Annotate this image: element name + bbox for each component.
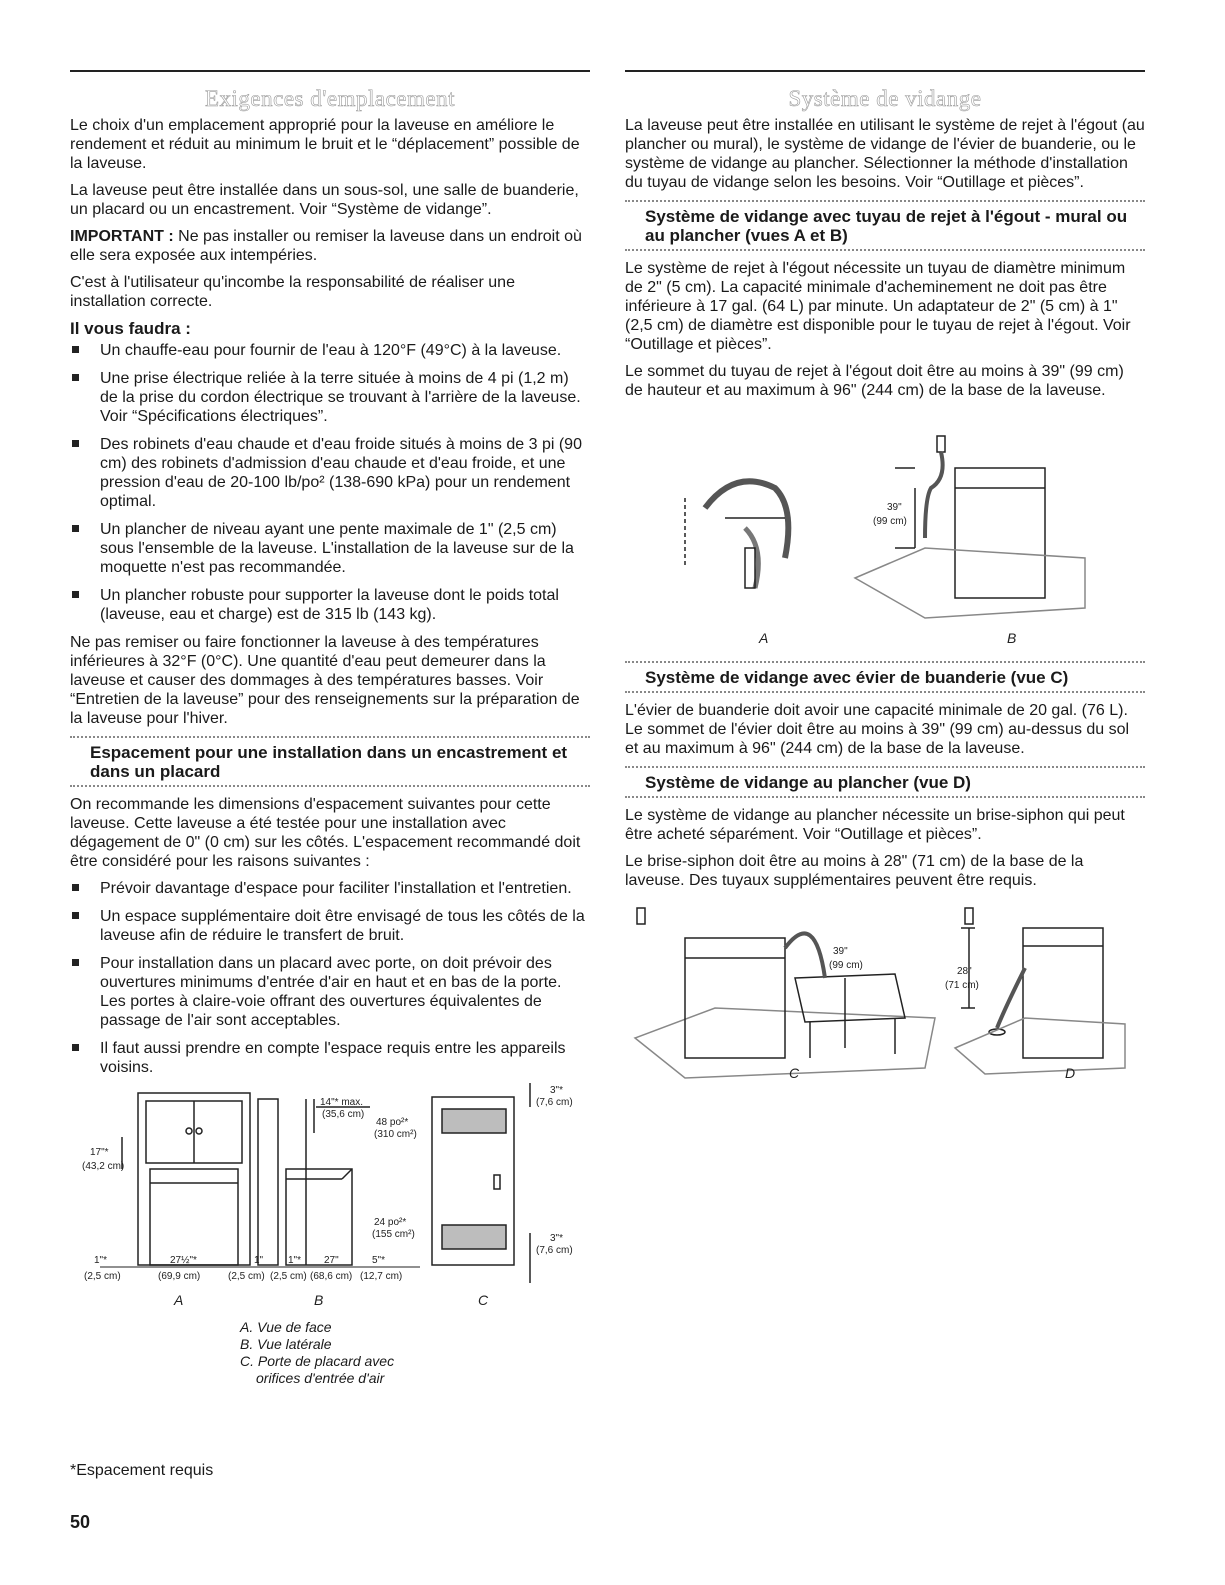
sink-floor-diagram [625,898,1145,1083]
caption: A. Vue de face [240,1319,332,1335]
dim-label: 17"* [90,1147,109,1158]
dim-label: 1"* [288,1255,302,1266]
dim-label: 1"* [94,1255,108,1266]
dim-label: 27½"* [170,1255,197,1266]
dim-label: (12,7 cm) [360,1271,403,1282]
dim-label: 5"* [372,1255,386,1266]
list-item: Pour installation dans un placard avec porte, on doit prévoir des ouvertures minimums d'entrée d'air en haut et en bas de la porte. Les portes à claire-voie offrant des ouvertures équivalentes de passage de l'air sont acceptables. [70,954,590,1030]
dim-label: (43,2 cm) [82,1161,125,1172]
figure-label-c: C [478,1292,489,1308]
top-rule [625,70,1145,72]
list-item: Il faut aussi prendre en compte l'espace requis entre les appareils voisins. [70,1039,590,1077]
dim-label: (2,5 cm) [270,1271,307,1282]
left-column [70,70,590,1387]
caption: orifices d'entrée d'air [256,1370,385,1386]
paragraph: Le système de rejet à l'égout nécessite un tuyau de diamètre minimum de 2" (5 cm). La capacité minimale d'acheminement ne doit pas être inférieure à 17 gal. (64 L) par minute. Un adaptateur de 2" (5 cm) à 1" (2,5 cm) de diamètre est disponible pour le tuyau de rejet à l'égout. Voir “Outillage et pièces”. [625,260,1131,353]
dim-label: (99 cm) [873,516,907,527]
floor-drain-drawing [955,908,1125,1074]
caption: C. Porte de placard avec [240,1353,395,1369]
needs-heading: Il vous faudra : [70,319,191,338]
dim-label: 24 po²* [374,1217,407,1228]
spacing-figure [70,1083,590,1387]
important-text: Ne pas installer ou remiser la laveuse dans un endroit où elle sera exposée aux intempéries. [70,228,582,264]
figure-captions [240,1319,590,1387]
needs-list [70,341,590,624]
dim-label: 39" [887,502,902,513]
paragraph: C'est à l'utilisateur qu'incombe la responsabilité de réaliser une installation correcte. [70,274,515,310]
dim-label: (68,6 cm) [310,1271,353,1282]
figure-label-a: A [174,1292,184,1308]
figure-label-b: B [314,1292,324,1308]
dim-label: (7,6 cm) [536,1245,573,1256]
paragraph: La laveuse peut être installée dans un sous-sol, une salle de buanderie, un placard ou un encastrement. Voir “Système de vidange”. [70,182,579,218]
dim-label: (71 cm) [945,980,979,991]
side-view-drawing [258,1099,370,1265]
dim-label: 3"* [550,1085,564,1096]
page-number: 50 [70,1512,91,1532]
right-column [625,70,1145,1083]
dim-label: 48 po²* [376,1117,409,1128]
figure-label-d: D [1065,1065,1076,1081]
dim-label: (99 cm) [829,960,863,971]
standpipe-figure [625,408,1145,653]
spacing-diagram [70,1083,590,1313]
list-item: Un plancher de niveau ayant une pente maximale de 1" (2,5 cm) sous l'ensemble de la laveuse. L'installation de la laveuse sur de la moquette n'est pas recommandée. [70,520,590,577]
list-item: Des robinets d'eau chaude et d'eau froide situés à moins de 3 pi (90 cm) des robinets d'admission d'eau chaude et d'eau froide, et une pression d'eau de 20-100 lb/po² (138-690 kPa) pour un rendement optimal. [70,435,590,511]
section-title-drain: Système de vidange [788,86,982,111]
dim-label: 14"* max. [320,1097,364,1108]
sink-floor-figure [625,898,1145,1083]
drain-intro: La laveuse peut être installée en utilisant le système de rejet à l'égout (au plancher ou mural), le système de vidange de l'évier de buanderie, ou le système de vidange au plancher. Sélectionner la méthode d'installation du tuyau de vidange selon les besoins. Voir “Outillage et pièces”. [625,117,1145,191]
important-note [70,227,590,265]
dim-label: 3"* [550,1233,564,1244]
list-item: Un espace supplémentaire doit être envisagé de tous les côtés de la laveuse afin de réduire le transfert de bruit. [70,907,590,945]
section-title-location: Exigences d'emplacement [204,86,455,111]
list-item: Un chauffe-eau pour fournir de l'eau à 120°F (49°C) à la laveuse. [70,341,590,360]
standpipe-diagram [625,408,1145,653]
dim-label: (35,6 cm) [322,1109,365,1120]
floor-drain-heading: Système de vidange au plancher (vue D) [625,766,1145,798]
dim-label: 27" [324,1255,339,1266]
dim-label: 1" [254,1255,264,1266]
dim-label: (2,5 cm) [228,1271,265,1282]
paragraph: L'évier de buanderie doit avoir une capacité minimale de 20 gal. (76 L). Le sommet de l'évier doit être au moins à 39" (99 cm) au-dessus du sol et au maximum à 96" (244 cm) de la base de la laveuse. [625,702,1130,757]
dim-label: 28" [957,966,972,977]
figure-label-a: A [759,630,769,646]
closet-door-drawing [432,1083,530,1283]
paragraph: Le sommet du tuyau de rejet à l'égout doit être au moins à 39" (99 cm) de hauteur et au maximum à 96" (244 cm) de la base de la laveuse. [625,363,1124,399]
wall-standpipe-drawing [685,481,788,588]
floor-standpipe-drawing [855,436,1085,618]
front-view-drawing [122,1093,250,1265]
dim-label: (155 cm²) [372,1229,415,1240]
footnote: *Espacement requis [70,1462,214,1479]
figure-label-b: B [1007,630,1017,646]
laundry-sink-drawing [635,908,935,1078]
list-item: Prévoir davantage d'espace pour faciliter l'installation et l'entretien. [70,879,590,898]
important-label: IMPORTANT : [70,228,174,245]
paragraph: Le choix d'un emplacement approprié pour la laveuse en améliore le rendement et réduit au minimum le bruit et le “déplacement” possible de la laveuse. [70,117,580,172]
dim-label: (310 cm²) [374,1129,417,1140]
spacing-intro: On recommande les dimensions d'espacement suivantes pour cette laveuse. Cette laveuse a été testée pour une installation avec dégagement de 0" (0 cm) sur les côtés. L'espacement recommandé doit être considéré pour les raisons suivantes : [70,796,581,870]
winter-paragraph: Ne pas remiser ou faire fonctionner la laveuse à des températures inférieures à 32°F (0°C). Une quantité d'eau peut demeurer dans la laveuse et causer des dommages à des températures basses. Voir “Entretien de la laveuse” pour des renseignements sur la préparation de la laveuse pour l'hiver. [70,634,580,727]
figure-label-c: C [789,1065,800,1081]
paragraph: Le système de vidange au plancher nécessite un brise-siphon qui peut être acheté séparément. Voir “Outillage et pièces”. [625,807,1125,843]
top-rule [70,70,590,72]
spacing-list [70,879,590,1077]
dim-label: (69,9 cm) [158,1271,201,1282]
paragraph: Le brise-siphon doit être au moins à 28" (71 cm) de la base de la laveuse. Des tuyaux supplémentaires peuvent être requis. [625,853,1084,889]
dim-label: (7,6 cm) [536,1097,573,1108]
sink-heading: Système de vidange avec évier de buanderie (vue C) [625,661,1145,693]
caption: B. Vue latérale [240,1336,332,1352]
dim-label: 39" [833,946,848,957]
dim-label: (2,5 cm) [84,1271,121,1282]
list-item: Une prise électrique reliée à la terre située à moins de 4 pi (1,2 m) de la prise du cordon électrique se trouvant à l'arrière de la laveuse. Voir “Spécifications électriques”. [70,369,590,426]
standpipe-heading: Système de vidange avec tuyau de rejet à l'égout - mural ou au plancher (vues A et B) [625,200,1145,251]
list-item: Un plancher robuste pour supporter la laveuse dont le poids total (laveuse, eau et charge) est de 315 lb (143 kg). [70,586,590,624]
spacing-heading: Espacement pour une installation dans un encastrement et dans un placard [70,736,590,787]
